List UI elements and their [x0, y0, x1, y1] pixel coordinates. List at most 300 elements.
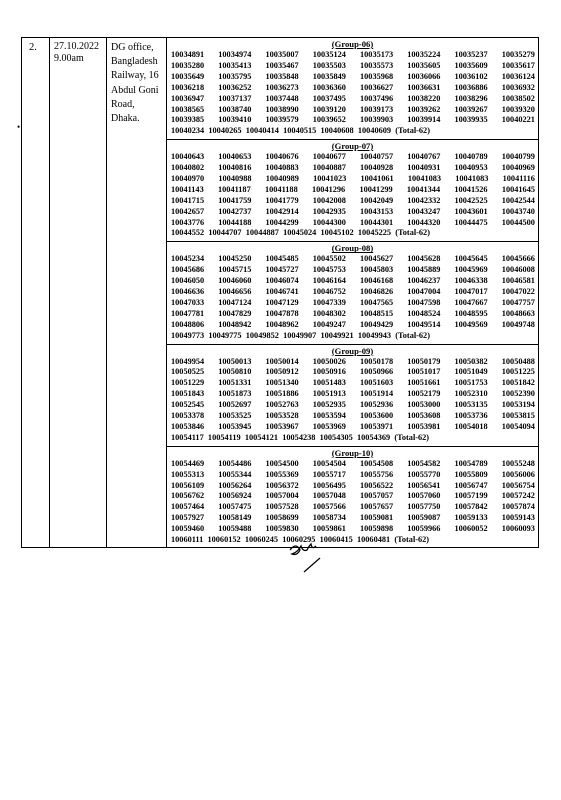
roll-number: 10046164 — [312, 276, 346, 286]
roll-number: 10049921 — [320, 330, 354, 340]
roll-number: 10046074 — [265, 276, 299, 286]
roll-row — [171, 400, 535, 411]
roll-number: 10051017 — [407, 367, 441, 377]
roll-row — [171, 331, 535, 342]
roll-number: 10038502 — [501, 93, 535, 103]
roll-number: 10044300 — [312, 217, 346, 227]
roll-number: 10056006 — [501, 469, 535, 479]
roll-number: 10041083 — [407, 173, 442, 183]
roll-number: 10042737 — [218, 206, 252, 216]
venue-line: Road, — [111, 98, 135, 110]
roll-number: 10049943 — [357, 330, 392, 340]
roll-number: 10052935 — [312, 400, 346, 410]
roll-number: 10045686 — [171, 265, 205, 275]
roll-number: 10047339 — [312, 297, 346, 307]
roll-row — [171, 174, 535, 185]
roll-number: 10040676 — [265, 152, 299, 162]
roll-number: 10050488 — [501, 356, 535, 366]
roll-number: 10045727 — [265, 265, 299, 275]
roll-number: 10052390 — [501, 389, 535, 399]
roll-number: 10053608 — [407, 411, 441, 421]
roll-number: 10048302 — [312, 308, 346, 318]
roll-number: 10054094 — [501, 421, 535, 431]
roll-number: 10057048 — [312, 491, 346, 501]
roll-number: 10035968 — [360, 71, 394, 81]
roll-number: 10057750 — [407, 502, 441, 512]
group-heading — [167, 346, 538, 356]
roll-number: 10054789 — [454, 458, 488, 468]
roll-number: 10044707 — [208, 228, 242, 238]
roll-row — [171, 459, 535, 470]
roll-number: 10045969 — [454, 265, 488, 275]
roll-number: 10059966 — [407, 524, 441, 534]
roll-number: 10056522 — [360, 480, 394, 490]
roll-number: 10042914 — [265, 206, 299, 216]
roll-number: 10035617 — [501, 60, 535, 70]
roll-number: 10051225 — [501, 367, 535, 377]
roll-number: 10060245 — [244, 535, 279, 545]
group-title: (Group-10) — [331, 447, 374, 458]
roll-number: 10035173 — [360, 50, 394, 59]
roll-number: 10040799 — [501, 152, 535, 162]
roll-number: 10036218 — [171, 82, 205, 92]
roll-number: 10042332 — [407, 195, 441, 205]
roll-number: 10049569 — [454, 319, 488, 329]
roll-number: 10039385 — [171, 115, 205, 125]
roll-number: 10056541 — [407, 480, 441, 490]
roll-number: 10035848 — [265, 71, 299, 81]
roll-number: 10040931 — [407, 163, 441, 173]
roll-number: 10047781 — [171, 308, 205, 318]
roll-number: 10039903 — [360, 115, 394, 125]
roll-number: 10054504 — [312, 458, 346, 468]
roll-number: 10060111 — [171, 535, 204, 545]
roll-number: 10044887 — [245, 228, 279, 238]
roll-number: 10050810 — [218, 367, 252, 377]
roll-number: 10041526 — [454, 184, 488, 194]
roll-number: 10041188 — [265, 184, 298, 194]
roll-number: 10046826 — [360, 287, 394, 297]
roll-number: 10053815 — [501, 411, 535, 421]
roll-number: 10042544 — [501, 195, 535, 205]
roll-row — [171, 265, 535, 276]
roll-number: 10059861 — [312, 524, 346, 534]
roll-number: 10059488 — [218, 524, 252, 534]
roll-number: 10034974 — [218, 50, 252, 59]
roll-number: 10054486 — [218, 458, 252, 468]
roll-number: 10045889 — [407, 265, 441, 275]
roll-number: 10037137 — [218, 93, 252, 103]
roll-number: 10041299 — [359, 184, 393, 194]
roll-number: 10046060 — [218, 276, 252, 286]
roll-number: 10035224 — [407, 50, 441, 59]
venue-column — [107, 38, 167, 547]
roll-number: 10053846 — [171, 421, 205, 431]
roll-number: 10057842 — [454, 502, 488, 512]
roll-number: 10040234 — [171, 126, 205, 136]
group-total: (Total-62) — [395, 330, 430, 340]
venue-text — [111, 41, 165, 126]
roll-number: 10045666 — [501, 254, 535, 264]
roll-number: 10051753 — [454, 378, 488, 388]
serial-number: 2. — [29, 42, 37, 53]
roll-number: 10057528 — [265, 502, 299, 512]
roll-number: 10050179 — [407, 356, 441, 366]
roll-number: 10047565 — [360, 297, 394, 307]
roll-number: 10053981 — [407, 421, 441, 431]
roll-number: 10057566 — [312, 502, 346, 512]
roll-number: 10042525 — [454, 195, 488, 205]
roll-number: 10055313 — [171, 469, 205, 479]
roll-number: 10060415 — [319, 535, 353, 545]
roll-number: 10050966 — [360, 367, 394, 377]
roll-number: 10047022 — [501, 287, 535, 297]
group-block — [167, 140, 538, 242]
roll-number: 10044299 — [265, 217, 299, 227]
venue-line: DG office, — [111, 42, 154, 53]
roll-number: 10052936 — [360, 400, 394, 410]
roll-number: 10039914 — [407, 115, 441, 125]
roll-row — [171, 218, 535, 229]
roll-row — [171, 126, 535, 137]
roll-number: 10046741 — [265, 287, 299, 297]
roll-number: 10045250 — [218, 254, 252, 264]
group-block — [167, 345, 538, 447]
roll-number: 10046338 — [454, 276, 488, 286]
roll-number: 10039173 — [360, 104, 394, 114]
roll-number: 10041083 — [455, 173, 489, 183]
date-time — [54, 41, 99, 65]
roll-number: 10047598 — [407, 297, 441, 307]
roll-number: 10041143 — [171, 184, 204, 194]
roll-number: 10049514 — [407, 319, 441, 329]
roll-number: 10059143 — [501, 513, 535, 523]
roll-number: 10054369 — [356, 432, 391, 442]
roll-number: 10057464 — [171, 502, 205, 512]
roll-row — [171, 61, 535, 72]
roll-number: 10054121 — [244, 432, 279, 442]
roll-number: 10053971 — [360, 421, 394, 431]
roll-number: 10041759 — [218, 195, 252, 205]
roll-number: 10056264 — [218, 480, 252, 490]
roll-number: 10047757 — [501, 297, 535, 307]
roll-row — [171, 389, 535, 400]
roll-number: 10051886 — [265, 389, 299, 399]
group-heading — [167, 141, 538, 151]
roll-number: 10038990 — [265, 104, 299, 114]
venue-line: Dhaka. — [111, 113, 140, 125]
roll-number: 10036252 — [218, 82, 252, 92]
roll-number: 10057242 — [501, 491, 535, 501]
roll-row — [171, 115, 535, 126]
roll-row — [171, 207, 535, 218]
roll-number: 10040988 — [218, 173, 252, 183]
roll-number: 10039579 — [265, 115, 299, 125]
roll-number: 10053600 — [360, 411, 394, 421]
roll-number: 10035503 — [312, 60, 346, 70]
roll-number: 10041779 — [265, 195, 299, 205]
roll-number: 10050916 — [312, 367, 346, 377]
roll-number: 10039267 — [454, 104, 488, 114]
roll-number: 10045225 — [357, 228, 392, 238]
roll-number: 10053528 — [265, 411, 299, 421]
roll-number: 10050014 — [265, 356, 299, 366]
roll-number: 10040265 — [208, 126, 242, 136]
roll-number: 10035124 — [312, 50, 346, 59]
roll-number: 10053525 — [218, 411, 252, 421]
roll-number: 10055809 — [454, 469, 488, 479]
roll-number: 10036886 — [454, 82, 488, 92]
roll-number: 10039935 — [454, 115, 488, 125]
roll-number: 10055344 — [218, 469, 252, 479]
roll-number: 10055756 — [360, 469, 394, 479]
roll-number: 10036066 — [407, 71, 441, 81]
roll-number: 10051843 — [171, 389, 205, 399]
group-heading — [167, 39, 538, 49]
roll-number: 10041116 — [502, 173, 535, 183]
roll-number: 10045715 — [218, 265, 252, 275]
roll-row — [171, 196, 535, 207]
roll-number: 10040643 — [171, 152, 205, 162]
roll-number: 10035237 — [454, 50, 488, 59]
roll-number: 10036360 — [312, 82, 346, 92]
roll-number: 10060093 — [501, 524, 535, 534]
roll-number: 10051229 — [171, 378, 205, 388]
roll-number: 10047124 — [218, 297, 252, 307]
exam-date: 27.10.2022 — [54, 41, 99, 52]
roll-number: 10047129 — [265, 297, 299, 307]
roll-row — [171, 83, 535, 94]
roll-number: 10046168 — [360, 276, 394, 286]
roll-number: 10056924 — [218, 491, 252, 501]
roll-row — [171, 470, 535, 481]
roll-number: 10040767 — [407, 152, 441, 162]
roll-number: 10060481 — [356, 535, 391, 545]
roll-number: 10045024 — [283, 228, 317, 238]
roll-number: 10057874 — [501, 502, 535, 512]
roll-number: 10046752 — [312, 287, 346, 297]
roll-number: 10046237 — [407, 276, 441, 286]
roll-number: 10046008 — [501, 265, 535, 275]
roll-number: 10057060 — [407, 491, 441, 501]
roll-number: 10046050 — [171, 276, 205, 286]
roll-number: 10047004 — [407, 287, 441, 297]
roll-row — [171, 254, 535, 265]
roll-number: 10059133 — [454, 513, 488, 523]
margin-mark: • — [17, 122, 21, 132]
roll-number: 10057057 — [360, 491, 394, 501]
roll-number: 10052179 — [407, 389, 441, 399]
roll-number: 10036124 — [501, 71, 535, 81]
roll-number: 10041645 — [501, 184, 535, 194]
roll-number: 10056762 — [171, 491, 205, 501]
roll-number: 10044301 — [360, 217, 394, 227]
roll-number: 10040969 — [501, 163, 535, 173]
roll-number: 10036102 — [454, 71, 488, 81]
schedule-table — [21, 37, 539, 548]
roll-number: 10048515 — [360, 308, 394, 318]
roll-number: 10056109 — [171, 480, 205, 490]
roll-number: 10042049 — [360, 195, 394, 205]
roll-number: 10047878 — [265, 308, 299, 318]
group-block — [167, 38, 538, 140]
roll-number: 10045645 — [454, 254, 488, 264]
roll-number: 10036932 — [501, 82, 535, 92]
roll-number: 10052763 — [265, 400, 299, 410]
roll-row — [171, 411, 535, 422]
roll-number: 10035573 — [360, 60, 394, 70]
roll-number: 10049429 — [360, 319, 394, 329]
roll-row — [171, 228, 535, 239]
roll-number: 10047829 — [218, 308, 252, 318]
roll-number: 10055248 — [501, 458, 535, 468]
roll-number: 10053945 — [218, 421, 252, 431]
roll-number: 10040802 — [171, 163, 205, 173]
roll-number: 10045485 — [265, 254, 299, 264]
roll-number: 10046636 — [171, 287, 205, 297]
roll-number: 10048962 — [265, 319, 299, 329]
roll-row — [171, 367, 535, 378]
group-block — [167, 242, 538, 344]
roll-number: 10055369 — [265, 469, 299, 479]
roll-number: 10049247 — [312, 319, 346, 329]
group-total: (Total-62) — [394, 535, 430, 545]
roll-number: 10055717 — [312, 469, 346, 479]
roll-number: 10035413 — [218, 60, 252, 70]
roll-row — [171, 163, 535, 174]
roll-number: 10048595 — [454, 308, 488, 318]
roll-number: 10045628 — [407, 254, 441, 264]
roll-row — [171, 309, 535, 320]
roll-number: 10049748 — [501, 319, 535, 329]
roll-number: 10044500 — [501, 217, 535, 227]
roll-number: 10041344 — [406, 184, 441, 194]
roll-number: 10048942 — [218, 319, 252, 329]
roll-number: 10053000 — [407, 400, 441, 410]
roll-row — [171, 287, 535, 298]
roll-number: 10039262 — [407, 104, 441, 114]
group-title: (Group-09) — [331, 345, 374, 356]
roll-number: 10040928 — [360, 163, 394, 173]
roll-number: 10035649 — [171, 71, 205, 81]
roll-row — [171, 481, 535, 492]
roll-number: 10053736 — [454, 411, 488, 421]
roll-number: 10054469 — [171, 458, 205, 468]
roll-number: 10040653 — [218, 152, 252, 162]
roll-number: 10056372 — [265, 480, 299, 490]
roll-row — [171, 50, 535, 61]
roll-number: 10049907 — [283, 330, 317, 340]
roll-number: 10054582 — [407, 458, 441, 468]
roll-row — [171, 94, 535, 105]
roll-number: 10040221 — [501, 115, 535, 125]
roll-number: 10049773 — [171, 330, 205, 340]
roll-row — [171, 276, 535, 287]
roll-number: 10052697 — [218, 400, 252, 410]
roll-number: 10057927 — [171, 513, 205, 523]
roll-number: 10048524 — [407, 308, 441, 318]
roll-number: 10049775 — [208, 330, 242, 340]
roll-row — [171, 524, 535, 535]
roll-number: 10035280 — [171, 60, 205, 70]
roll-number: 10054500 — [265, 458, 299, 468]
roll-number: 10060052 — [454, 524, 488, 534]
roll-number: 10050026 — [312, 356, 346, 366]
roll-number: 10060152 — [207, 535, 241, 545]
roll-number: 10057657 — [360, 502, 394, 512]
roll-number: 10047667 — [454, 297, 488, 307]
roll-number: 10056754 — [501, 480, 535, 490]
roll-number: 10038740 — [218, 104, 252, 114]
roll-number: 10054119 — [207, 432, 241, 442]
roll-number: 10059898 — [360, 524, 394, 534]
roll-number: 10038220 — [407, 93, 441, 103]
roll-row — [171, 535, 535, 546]
roll-number: 10059087 — [407, 513, 441, 523]
roll-number: 10054508 — [360, 458, 394, 468]
roll-row — [171, 298, 535, 309]
roll-number: 10059460 — [171, 524, 205, 534]
roll-number: 10037495 — [312, 93, 346, 103]
roll-row — [171, 502, 535, 513]
roll-number: 10058149 — [218, 513, 252, 523]
roll-number: 10039652 — [312, 115, 346, 125]
roll-number: 10043247 — [407, 206, 441, 216]
group-total: (Total-62) — [395, 126, 430, 136]
roll-number: 10040608 — [320, 126, 354, 136]
roll-number: 10051873 — [218, 389, 252, 399]
roll-number: 10040989 — [265, 173, 299, 183]
roll-number: 10051483 — [312, 378, 346, 388]
roll-row — [171, 491, 535, 502]
roll-number: 10036273 — [265, 82, 299, 92]
roll-number: 10050525 — [171, 367, 205, 377]
roll-number: 10057475 — [218, 502, 252, 512]
roll-number: 10056747 — [454, 480, 488, 490]
roll-number: 10051331 — [218, 378, 252, 388]
roll-number: 10045102 — [320, 228, 354, 238]
roll-number: 10047033 — [171, 297, 205, 307]
roll-number: 10040789 — [454, 152, 488, 162]
roll-number: 10045627 — [360, 254, 394, 264]
roll-row — [171, 513, 535, 524]
roll-number: 10042657 — [171, 206, 205, 216]
roll-number: 10045502 — [312, 254, 346, 264]
roll-number: 10037448 — [265, 93, 299, 103]
roll-number: 10057199 — [454, 491, 488, 501]
roll-number: 10054305 — [319, 432, 353, 442]
roll-number: 10050013 — [218, 356, 252, 366]
roll-number: 10051914 — [360, 389, 394, 399]
roll-number: 10053969 — [312, 421, 346, 431]
roll-number: 10040677 — [312, 152, 346, 162]
roll-number: 10058734 — [312, 513, 346, 523]
roll-number: 10039120 — [312, 104, 346, 114]
roll-number: 10052310 — [454, 389, 488, 399]
venue-line: Bangladesh — [111, 56, 158, 68]
roll-number: 10036947 — [171, 93, 205, 103]
roll-number: 10035609 — [454, 60, 488, 70]
venue-line: Abdul Goni — [111, 84, 159, 96]
roll-number: 10040609 — [357, 126, 392, 136]
roll-number: 10056495 — [312, 480, 346, 490]
date-column — [50, 38, 107, 547]
roll-number: 10045234 — [171, 254, 205, 264]
roll-number: 10036627 — [360, 82, 394, 92]
group-title: (Group-06) — [331, 39, 374, 49]
group-total: (Total-62) — [394, 432, 430, 442]
roll-number: 10050178 — [360, 356, 394, 366]
